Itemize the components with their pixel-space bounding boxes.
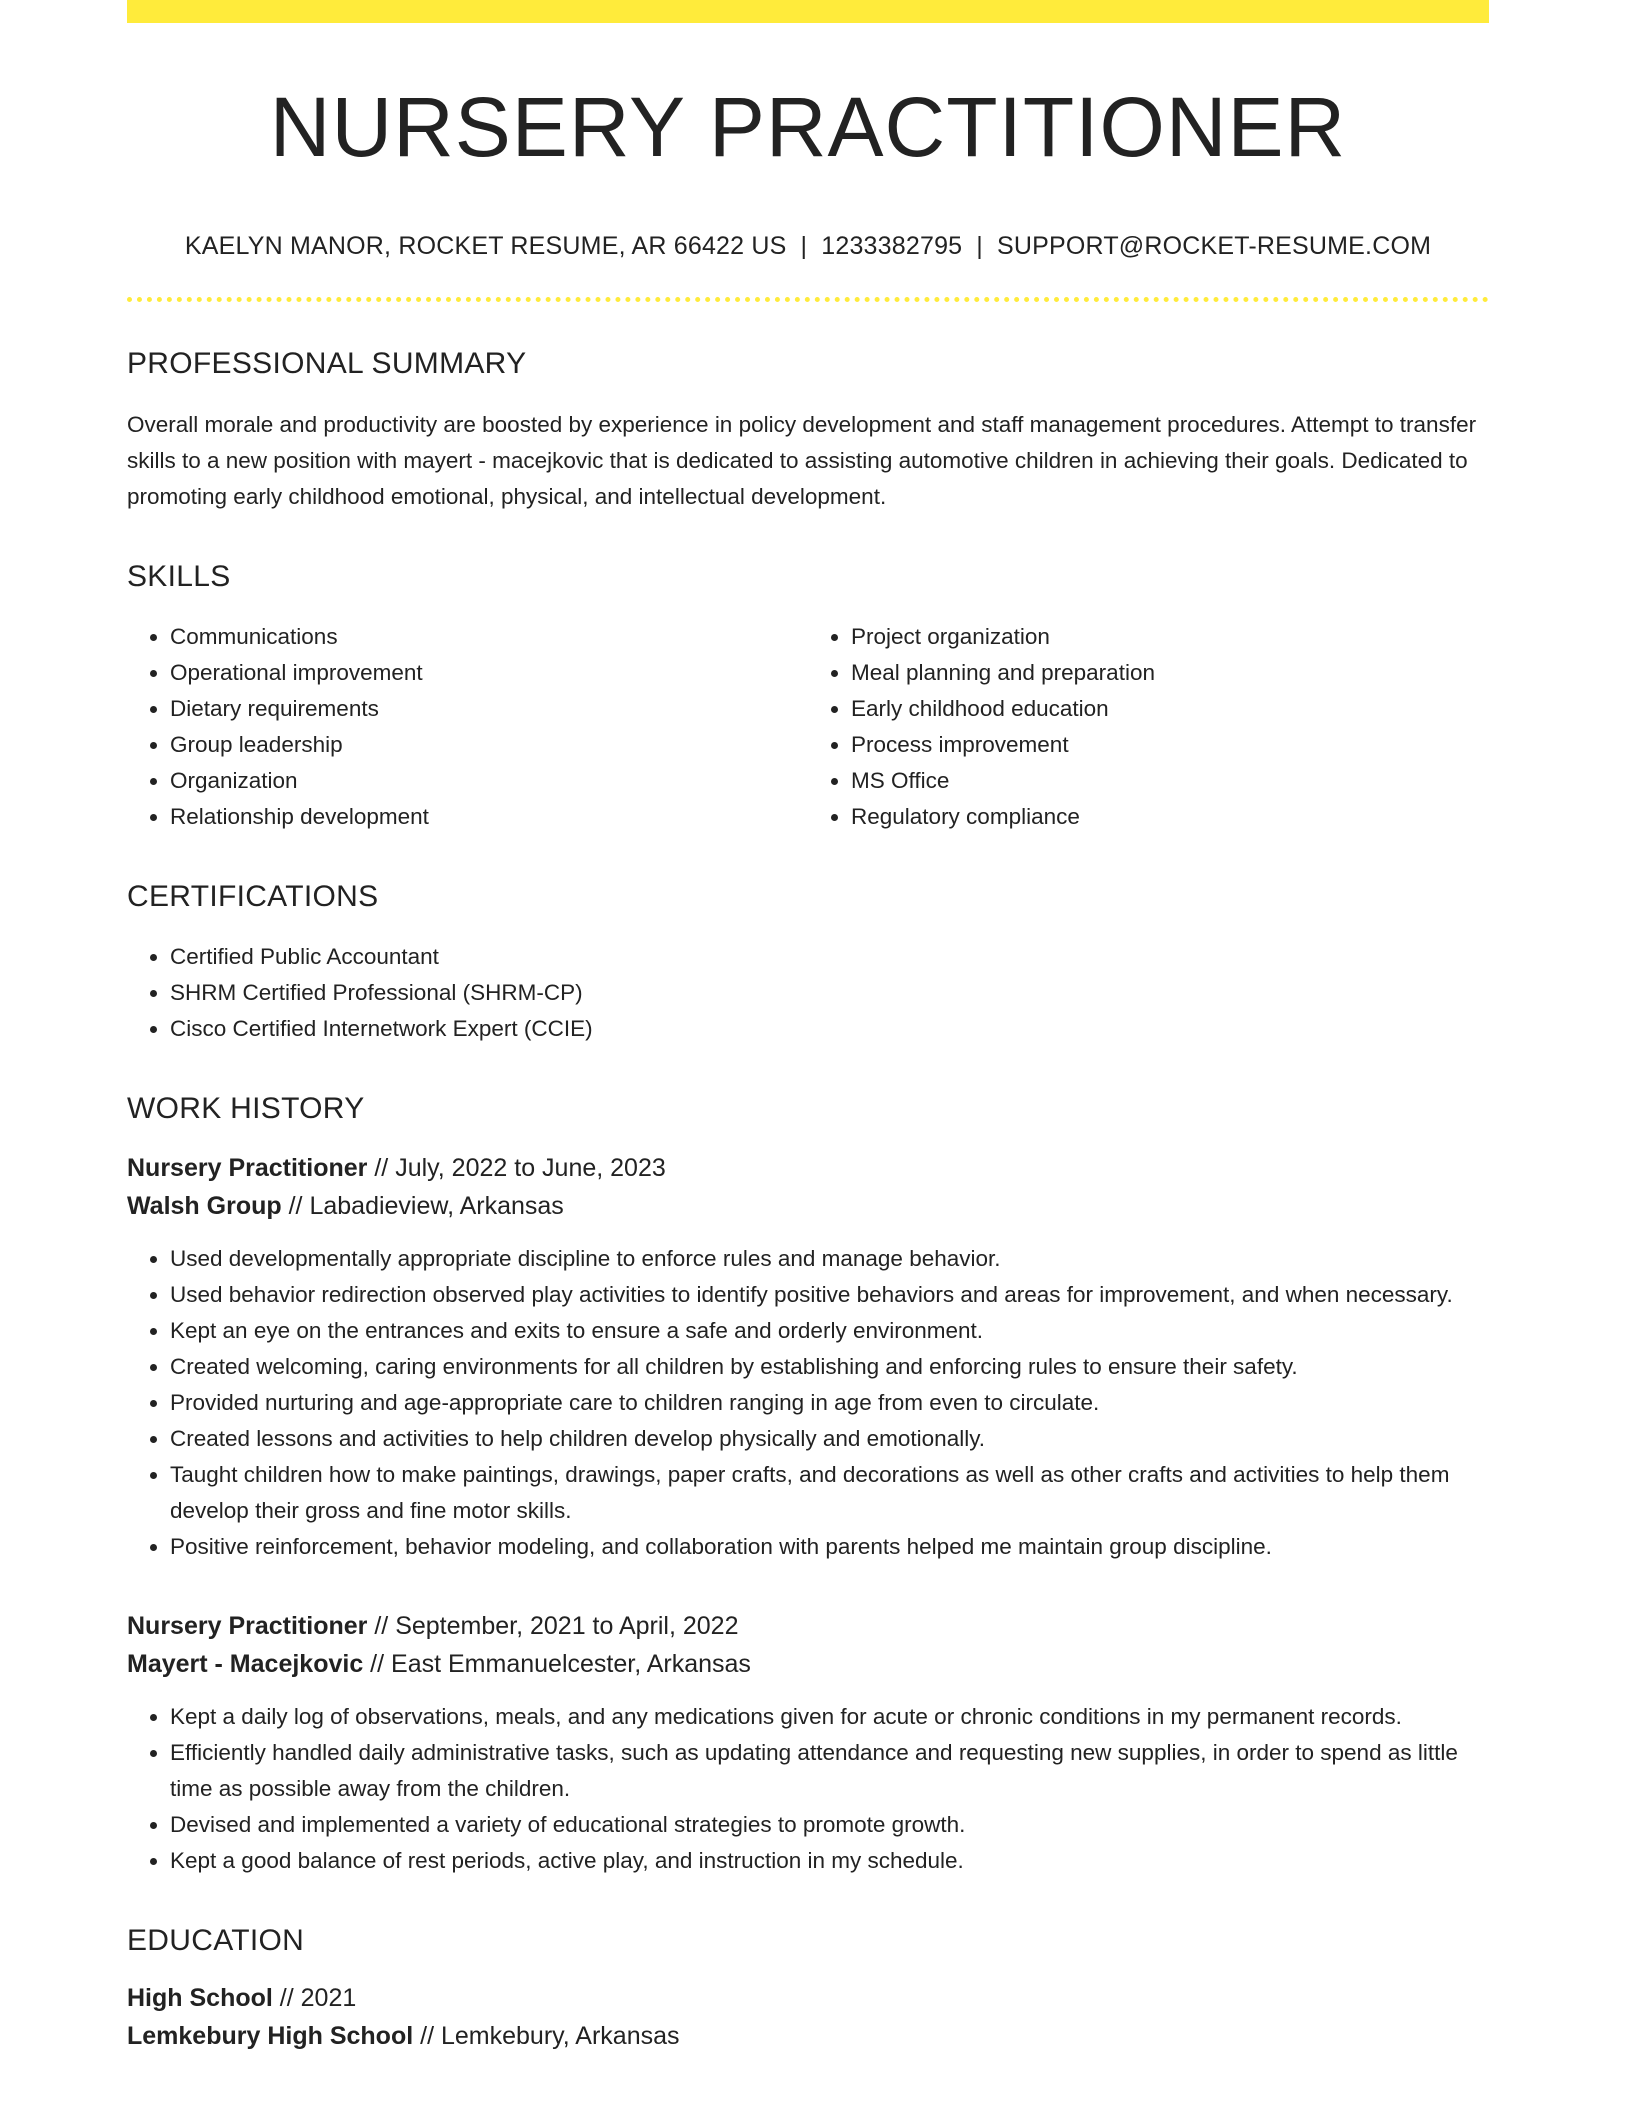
education-year: 2021 [300,1984,357,2012]
job-separator: // [288,1192,303,1220]
skills-list-left [127,619,808,835]
contact-separator: | [976,232,983,260]
education-degree: High School [127,1984,273,2012]
job-duty-item: • Efficiently handled daily administrative tasks, such as updating attendance and requesting new supplies, in order to spend as little time as possible away from the children. [170,1735,1489,1807]
job-company: Walsh Group [127,1192,282,1220]
skill-item: • Dietary requirements [170,691,808,727]
job-location: Labadieview, Arkansas [309,1192,564,1220]
accent-top-bar [127,0,1489,23]
job-company-line [127,1645,1489,1683]
job-company-line [127,1187,1489,1225]
education-heading: EDUCATION [127,1924,305,1957]
certification-item: • Cisco Certified Internetwork Expert (CCIE) [170,1011,1489,1047]
skill-item: • Communications [170,619,808,655]
job-duty-item: • Provided nurturing and age-appropriate care to children ranging in age from even to circulate. [170,1385,1489,1421]
job-dates: September, 2021 to April, 2022 [395,1612,739,1640]
job-duty-item: • Created lessons and activities to help children develop physically and emotionally. [170,1421,1489,1457]
education-school-line [127,2017,1489,2055]
job-duty-item: • Created welcoming, caring environments for all children by establishing and enforcing rules to ensure their safety. [170,1349,1489,1385]
certification-item: • Certified Public Accountant [170,939,1489,975]
contact-address: KAELYN MANOR, ROCKET RESUME, AR 66422 US [184,232,787,260]
certifications-heading: CERTIFICATIONS [127,880,379,913]
skill-item: • MS Office [851,763,1489,799]
job-entry [127,1149,1489,1565]
education-separator: // [279,1984,294,2012]
job-duties-list [127,1699,1489,1879]
job-duty-item: • Used developmentally appropriate discipline to enforce rules and manage behavior. [170,1241,1489,1277]
job-duties-list [127,1241,1489,1565]
work-history-heading: WORK HISTORY [127,1092,365,1125]
skills-list-right [808,619,1489,835]
skill-item: • Project organization [851,619,1489,655]
job-separator: // [374,1612,389,1640]
education-degree-line [127,1979,1489,2017]
job-company: Mayert - Macejkovic [127,1650,364,1678]
job-duty-item: • Kept a daily log of observations, meals, and any medications given for acute or chronic conditions in my permanent records. [170,1699,1489,1735]
job-role: Nursery Practitioner [127,1154,368,1182]
skills-heading: SKILLS [127,560,231,593]
summary-text: Overall morale and productivity are boosted by experience in policy development and staff management procedures. Attempt to transfer skills to a new position with mayert - macejkovic that is dedicated to assisting automotive children in achieving their goals. Dedicated to promoting early childhood emotional, physical, and intellectual development. [127,412,1477,509]
certifications-list [127,939,1489,1047]
skill-item: • Operational improvement [170,655,808,691]
job-duty-item: • Taught children how to make paintings, drawings, paper crafts, and decorations as well as other crafts and activities to help them develop their gross and fine motor skills. [170,1457,1489,1529]
skill-item: • Early childhood education [851,691,1489,727]
job-separator: // [374,1154,389,1182]
contact-separator: | [800,232,808,260]
job-title-line [127,1149,1489,1187]
job-location: East Emmanuelcester, Arkansas [391,1650,751,1678]
contact-phone: 1233382795 [821,232,963,260]
education-separator: // [420,2022,435,2050]
job-duty-item: • Kept an eye on the entrances and exits to ensure a safe and orderly environment. [170,1313,1489,1349]
resume-page [127,0,1489,2055]
job-duty-item: • Used behavior redirection observed play activities to identify positive behaviors and areas for improvement, and when necessary. [170,1277,1489,1313]
contact-line [127,231,1489,261]
skill-item: • Relationship development [170,799,808,835]
certification-item: • SHRM Certified Professional (SHRM-CP) [170,975,1489,1011]
skill-item: • Meal planning and preparation [851,655,1489,691]
skill-item: • Organization [170,763,808,799]
job-separator: // [370,1650,385,1678]
education-entry [127,1979,1489,2055]
education-location: Lemkebury, Arkansas [440,2022,680,2050]
contact-email: SUPPORT@ROCKET-RESUME.COM [997,232,1432,260]
job-duty-item: • Kept a good balance of rest periods, active play, and instruction in my schedule. [170,1843,1489,1879]
summary-heading: PROFESSIONAL SUMMARY [127,347,527,380]
dotted-divider [127,297,1489,302]
job-duty-item: • Devised and implemented a variety of educational strategies to promote growth. [170,1807,1489,1843]
skill-item: • Process improvement [851,727,1489,763]
job-title-line [127,1607,1489,1645]
resume-name: NURSERY PRACTITIONER [269,80,1347,174]
education-school: Lemkebury High School [127,2022,414,2050]
skill-item: • Group leadership [170,727,808,763]
job-entry [127,1607,1489,1879]
job-role: Nursery Practitioner [127,1612,368,1640]
skill-item: • Regulatory compliance [851,799,1489,835]
job-duty-item: • Positive reinforcement, behavior modeling, and collaboration with parents helped me maintain group discipline. [170,1529,1489,1565]
work-history-list [127,1149,1489,1879]
job-dates: July, 2022 to June, 2023 [395,1154,666,1182]
skills-grid [127,595,1489,835]
